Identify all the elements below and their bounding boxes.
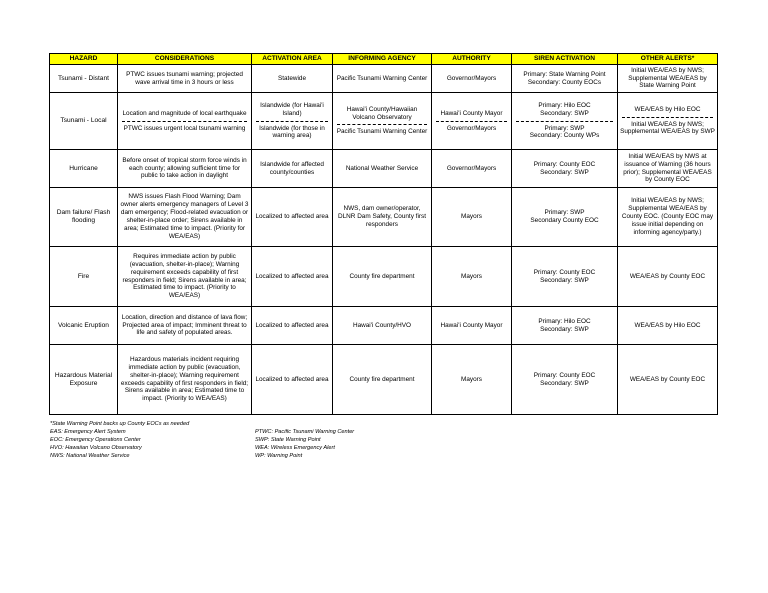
table-row	[50, 65, 718, 93]
siren-activation-cell	[512, 307, 618, 345]
table-row	[50, 307, 718, 345]
other-alerts-cell: WEA/EAS by County EOC	[618, 247, 718, 307]
considerations-cell: Before onset of tropical storm force winds in each county; allowing sufficient time for public to take action in daylight	[118, 150, 252, 188]
authority-cell: Governor/Mayors	[432, 65, 512, 93]
hazard-cell: Hurricane	[50, 150, 118, 188]
informing-agency-cell: Pacific Tsunami Warning Center	[333, 65, 432, 93]
siren-secondary: Secondary: SWP	[540, 168, 589, 176]
dashed-divider	[436, 121, 507, 122]
hazard-cell: Tsunami - Local	[50, 93, 118, 150]
dashed-divider	[337, 124, 427, 125]
siren-activation-cell	[512, 150, 618, 188]
authority-b: Governor/Mayors	[446, 124, 497, 132]
authority-cell: Mayors	[432, 188, 512, 247]
other-alerts-b: Initial WEA/EAS by NWS; Supplemental WEA/EAS by SWP	[620, 120, 715, 136]
considerations-cell	[118, 93, 252, 150]
siren-secondary: Secondary: SWP	[540, 276, 589, 284]
abbr-swp: SWP: State Warning Point	[255, 437, 321, 443]
dashed-divider	[622, 117, 713, 118]
authority-cell	[432, 93, 512, 150]
abbr-nws: NWS: National Weather Service	[50, 453, 130, 459]
header-informing-agency: INFORMING AGENCY	[333, 54, 432, 65]
siren-secondary: Secondary: SWP	[540, 325, 589, 333]
considerations-cell: NWS issues Flash Flood Warning; Dam owner alerts emergency managers of Level 3 dam emergency; Flood-related evacuation or shelter-in-place order; Sirens available in area; Estimated time to impact. (Priority for WEA/EAS)	[118, 188, 252, 247]
siren-primary: Primary: County EOC	[533, 268, 596, 276]
considerations-cell: Requires immediate action by public (evacuation, shelter-in-place); Warning requirement exceeds capability of first responders in field; Sirens available in area; Estimated time to impact. (Priority to WEA/EAS)	[118, 247, 252, 307]
considerations-b: PTWC issues urgent local tsunami warning	[123, 124, 246, 132]
other-alerts-cell: Initial WEA/EAS by NWS; Supplemental WEA/EAS by State Warning Point	[618, 65, 718, 93]
abbr-eas: EAS: Emergency Alert System	[50, 429, 126, 435]
siren-secondary: Secondary County EOC	[530, 217, 599, 224]
table-row	[50, 150, 718, 188]
siren-secondary-a: Secondary: SWP	[540, 109, 589, 117]
abbr-ptwc: PTWC: Pacific Tsunami Warning Center	[255, 429, 355, 435]
hazard-cell: Fire	[50, 247, 118, 307]
activation-area-cell: Islandwide for affected county/counties	[252, 150, 333, 188]
siren-activation-cell	[512, 93, 618, 150]
siren-secondary-b: Secondary: County WPs	[529, 132, 600, 140]
considerations-cell: Hazardous materials incident requiring immediate action by public (evacuation, shelter-in-place); Warning requirement exceeds capability of first responders in field; Sirens available in area; Estimated time to impact. (Priority to WEA/EAS)	[118, 345, 252, 415]
considerations-cell: PTWC issues tsunami warning; projected wave arrival time in 3 hours or less	[118, 65, 252, 93]
hazard-alert-table	[49, 53, 718, 415]
dashed-divider	[516, 121, 613, 122]
activation-area-cell: Localized to affected area	[252, 188, 333, 247]
hazard-cell: Volcanic Eruption	[50, 307, 118, 345]
table-row	[50, 247, 718, 307]
authority-cell: Mayors	[432, 247, 512, 307]
siren-secondary: Secondary: SWP	[540, 379, 589, 387]
abbreviations-right	[255, 428, 475, 460]
abbr-wea: WEA: Wireless Emergency Alert	[255, 445, 335, 451]
other-alerts-cell: WEA/EAS by County EOC	[618, 345, 718, 415]
considerations-cell: Location, direction and distance of lava flow; Projected area of impact; Imminent threat to life and safety of populated areas.	[118, 307, 252, 345]
table-row	[50, 93, 718, 150]
activation-area-cell: Statewide	[252, 65, 333, 93]
informing-agency-a: Hawai'i County/Hawaiian Volcano Observatory	[346, 105, 418, 121]
activation-area-cell: Localized to affected area	[252, 345, 333, 415]
siren-primary-a: Primary: Hilo EOC	[538, 101, 591, 109]
authority-cell: Mayors	[432, 345, 512, 415]
header-considerations: CONSIDERATIONS	[118, 54, 252, 65]
siren-primary: Primary: State Warning Point	[523, 70, 606, 78]
siren-primary: Primary: SWP	[544, 209, 585, 217]
table-row	[50, 345, 718, 415]
abbr-eoc: EOC: Emergency Operations Center	[50, 437, 141, 443]
footnote-swp-backup: *State Warning Point backs up County EOCs as needed	[50, 421, 190, 427]
other-alerts-cell: WEA/EAS by Hilo EOC	[618, 307, 718, 345]
informing-agency-cell: Hawai'i County/HVO	[333, 307, 432, 345]
other-alerts-cell: Initial WEA/EAS by NWS; Supplemental WEA/EAS by County EOC. (County EOC may issue initial depending on informing agency/party.)	[618, 188, 718, 247]
abbr-wp: WP: Warning Point	[255, 453, 303, 459]
dashed-divider	[256, 121, 328, 122]
hazard-cell: Tsunami - Distant	[50, 65, 118, 93]
considerations-a: Location and magnitude of local earthquake	[122, 109, 247, 117]
siren-activation-cell	[512, 188, 618, 247]
footnotes	[50, 420, 610, 459]
activation-area-cell: Localized to affected area	[252, 247, 333, 307]
activation-area-a: Islandwide (for Hawai'i Island)	[260, 101, 324, 117]
informing-agency-cell: County fire department	[333, 345, 432, 415]
siren-activation-cell	[512, 65, 618, 93]
activation-area-cell	[252, 93, 333, 150]
abbr-hvo: HVO: Hawaiian Volcano Observatory	[50, 445, 142, 451]
siren-activation-cell	[512, 247, 618, 307]
abbreviations-left	[50, 428, 270, 460]
header-activation-area: ACTIVATION AREA	[252, 54, 333, 65]
siren-activation-cell	[512, 345, 618, 415]
activation-area-cell: Localized to affected area	[252, 307, 333, 345]
authority-cell: Governor/Mayors	[432, 150, 512, 188]
siren-secondary: Secondary: County EOCs	[527, 78, 602, 86]
alert-matrix	[49, 53, 717, 415]
dashed-divider	[122, 121, 247, 122]
authority-a: Hawai'i County Mayor	[440, 109, 503, 117]
other-alerts-cell: Initial WEA/EAS by NWS at issuance of Warning (36 hours prior); Supplemental WEA/EAS by County EOC	[618, 150, 718, 188]
activation-area-b: Islandwide (for those in warning area)	[259, 124, 325, 140]
informing-agency-cell	[333, 93, 432, 150]
header-other-alerts: OTHER ALERTS*	[618, 54, 718, 65]
informing-agency-cell: County fire department	[333, 247, 432, 307]
header-row	[50, 54, 718, 65]
other-alerts-cell	[618, 93, 718, 150]
hazard-cell: Dam failure/ Flash flooding	[50, 188, 118, 247]
other-alerts-a: WEA/EAS by Hilo EOC	[634, 105, 701, 113]
informing-agency-cell: National Weather Service	[333, 150, 432, 188]
informing-agency-b: Pacific Tsunami Warning Center	[336, 128, 428, 136]
siren-primary-b: Primary: SWP	[544, 124, 585, 132]
table-row	[50, 188, 718, 247]
informing-agency-cell: NWS, dam owner/operator, DLNR Dam Safety, County first responders	[333, 188, 432, 247]
siren-primary: Primary: County EOC	[533, 371, 596, 379]
siren-primary: Primary: Hilo EOC	[538, 317, 591, 325]
authority-cell: Hawai'i County Mayor	[432, 307, 512, 345]
header-authority: AUTHORITY	[432, 54, 512, 65]
hazard-cell: Hazardous Material Exposure	[50, 345, 118, 415]
siren-primary: Primary: County EOC	[533, 160, 596, 168]
header-siren-activation: SIREN ACTIVATION	[512, 54, 618, 65]
header-hazard: HAZARD	[50, 54, 118, 65]
